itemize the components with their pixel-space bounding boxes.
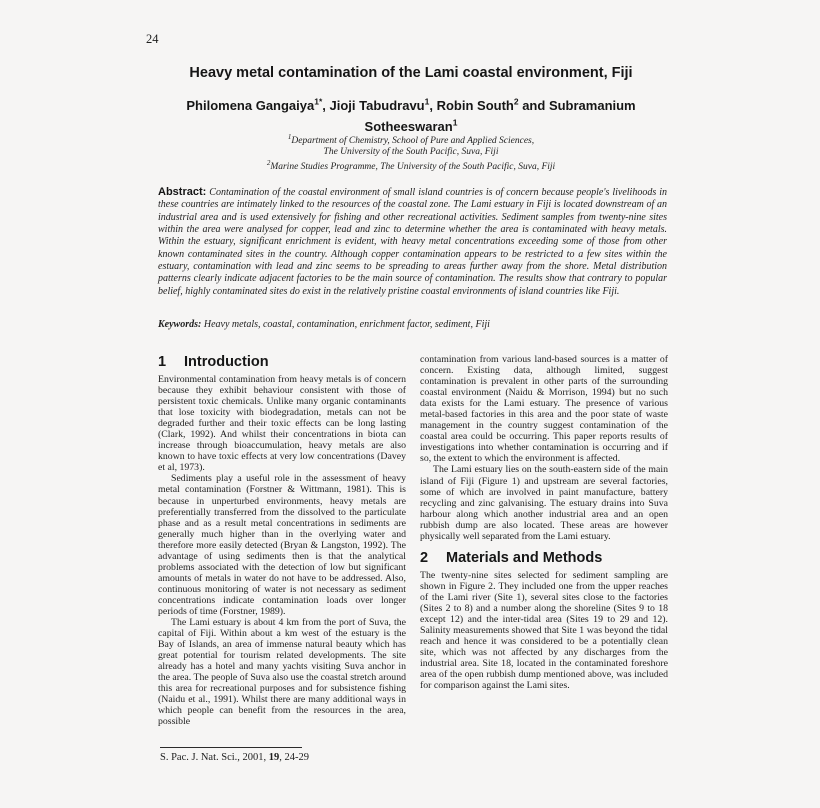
journal-citation: S. Pac. J. Nat. Sci., 2001, 19, 24-29	[160, 752, 310, 763]
author-name: Jioji Tabudravu	[329, 98, 425, 114]
section-heading-materials-methods	[420, 550, 668, 567]
body-paragraph: The Lami estuary is about 4 km from the port of Suva, the capital of Fiji. Within about a km west of the estuary is the Bay of Islands, an area of immense natural beauty which has great potential for tourism related developments. The site already has a hotel and many yachts visiting Suva anchor in the area. The people of Suva also use the coastal stretch around this area for recreational purposes and for subsistence fishing (Naidu et al., 1991). Whilst there are many additional ways in which people can benefit from the resources in the area, possible	[158, 617, 406, 728]
author-name: Philomena Gangaiya	[186, 98, 315, 114]
body-paragraph: Environmental contamination from heavy metals is of concern because they exhibit behaviour consistent with those of persistent toxic chemicals. Unlike many organic contaminants that lose toxicity with biodegradation, metals can not be degraded further and their toxic effects can be long lasting (Clark, 1992). And whilst their concentrations in biota can increase through bioaccumulation, heavy metals are also known to have toxic effects at very low concentrations (Davey et al, 1973).	[158, 374, 406, 474]
section-number: 2	[420, 549, 429, 566]
author-separator: ,	[322, 98, 330, 114]
body-paragraph: The twenty-nine sites selected for sediment sampling are shown in Figure 2. They included one from the upper reaches of the Lami river (Site 1), several sites close to the factories (Sites 2 to 8) and a number along the shoreline (Sites 9 to 18 except 12) and the inter-tidal area (Sites 19 to 29 and 12). Salinity measurements showed that Site 1 was beyond the tidal reach and hence it was considered to be a potentially clean site, which was not affected by any discharges from the industrial area. Site 18, located in the contaminated foreshore area of the open rubbish dump mentioned above, was included for comparison against the Lami sites.	[420, 569, 668, 692]
affiliation-superscript: 2	[266, 158, 271, 167]
author	[186, 98, 329, 113]
affiliation-text: The University of the South Pacific, Suva, Fiji	[323, 146, 499, 157]
author-superscript: 1	[452, 117, 458, 128]
abstract-block	[158, 186, 667, 298]
citation-volume: 19	[268, 752, 280, 763]
affiliation-line	[155, 158, 667, 173]
affiliation-superscript: 1	[287, 133, 292, 141]
abstract-text: Contamination of the coastal environment of small island countries is of concern because people's livelihoods in these countries are intimately linked to the resources of the coastal zone. The Lami estuary in Fiji is located downstream of an industrial area and is used extensively for fishing and other recreational activities. Sediment samples from twenty-nine sites within the area were analysed for copper, lead and zinc to determine whether the area is contaminated with heavy metals. Within the estuary, significant enrichment is evident, with heavy metal concentrations exceeding some of those from other known contaminated sites in the country. Although copper contamination appears to be restricted to a few sites within the estuary, contamination with lead and zinc seems to be spreading to areas further away from the shore. Metal distribution patterns clearly indicate adjacent factories to be the main source of contamination. The results show that contrary to popular belief, highly contaminated sites do exist in the relatively pristine coastal environments of island countries like Fiji.	[158, 187, 668, 297]
affiliation-line	[155, 147, 667, 158]
journal-footer	[160, 747, 309, 763]
affiliation-line	[155, 132, 667, 147]
affiliation-text: Marine Studies Programme, The University of the South Pacific, Suva, Fiji	[270, 161, 556, 172]
author	[330, 98, 437, 113]
author-superscript: 1*	[314, 97, 323, 107]
author-name: Robin South	[436, 98, 514, 114]
section-heading-introduction	[158, 354, 406, 371]
keywords-line	[158, 319, 667, 330]
page-number: 24	[146, 32, 159, 46]
author-superscript: 2	[513, 97, 519, 107]
section-title: Materials and Methods	[446, 549, 603, 566]
footer-rule	[160, 747, 302, 748]
author	[437, 98, 549, 113]
author-name: Subramanium Sotheeswaran	[364, 98, 636, 134]
affiliation-text: Department of Chemistry, School of Pure and Applied Sciences,	[291, 136, 535, 147]
author-separator: ,	[429, 98, 437, 114]
right-column	[420, 354, 668, 728]
left-column	[158, 354, 406, 728]
affiliations	[155, 132, 667, 173]
body-paragraph: contamination from various land-based sources is a matter of concern. Existing data, although limited, suggest contamination is prevalent in other parts of the surrounding coastal environment (Naidu & Morrison, 1994) but no such data exists for the Lami estuary. The presence of various metal-based factories in this area and the poor state of waste management in the country suggest contamination of the coastal area could be occurring. This paper reports results of investigations into whether contamination is occurring and if so, the extent to which the environment is affected.	[420, 354, 668, 465]
section-title: Introduction	[184, 354, 269, 370]
keywords-text: Heavy metals, coastal, contamination, enrichment factor, sediment, Fiji	[203, 319, 490, 330]
body-paragraph: The Lami estuary lies on the south-eastern side of the main island of Fiji (Figure 1) and upstream are several factories, some of which are involved in paint manufacture, battery recycling and zinc galvanising. The estuary drains into Suva harbour along which another industrial area and an open rubbish dump are also located. These areas are however physically well separated from the Lami estuary.	[420, 464, 668, 542]
author-superscript: 1	[424, 97, 430, 107]
abstract-label: Abstract:	[158, 186, 207, 198]
keywords-label: Keywords:	[158, 319, 202, 330]
authors-line	[150, 94, 672, 135]
author-separator: and	[518, 98, 549, 114]
two-column-body	[158, 354, 668, 728]
body-paragraph: Sediments play a useful role in the assessment of heavy metal contamination (Forstner & Wittmann, 1981). This is because in unperturbed environments, heavy metals are preferentially transferred from the dissolved to the particulate phase and as a result metal concentrations in sediments are generally much higher than in the overlying water and therefore more easily detected (Bryan & Langston, 1992). The advantage of using sediments then is that the analytical problems associated with the detection of low but significant amounts of metals in water do not have to be addressed. Also, continuous monitoring of water is not necessary as sediment concentrations indicate contamination loads over longer periods of time (Forstner, 1989).	[158, 473, 406, 617]
section-number: 1	[158, 354, 167, 370]
paper-title: Heavy metal contamination of the Lami coastal environment, Fiji	[189, 65, 633, 81]
